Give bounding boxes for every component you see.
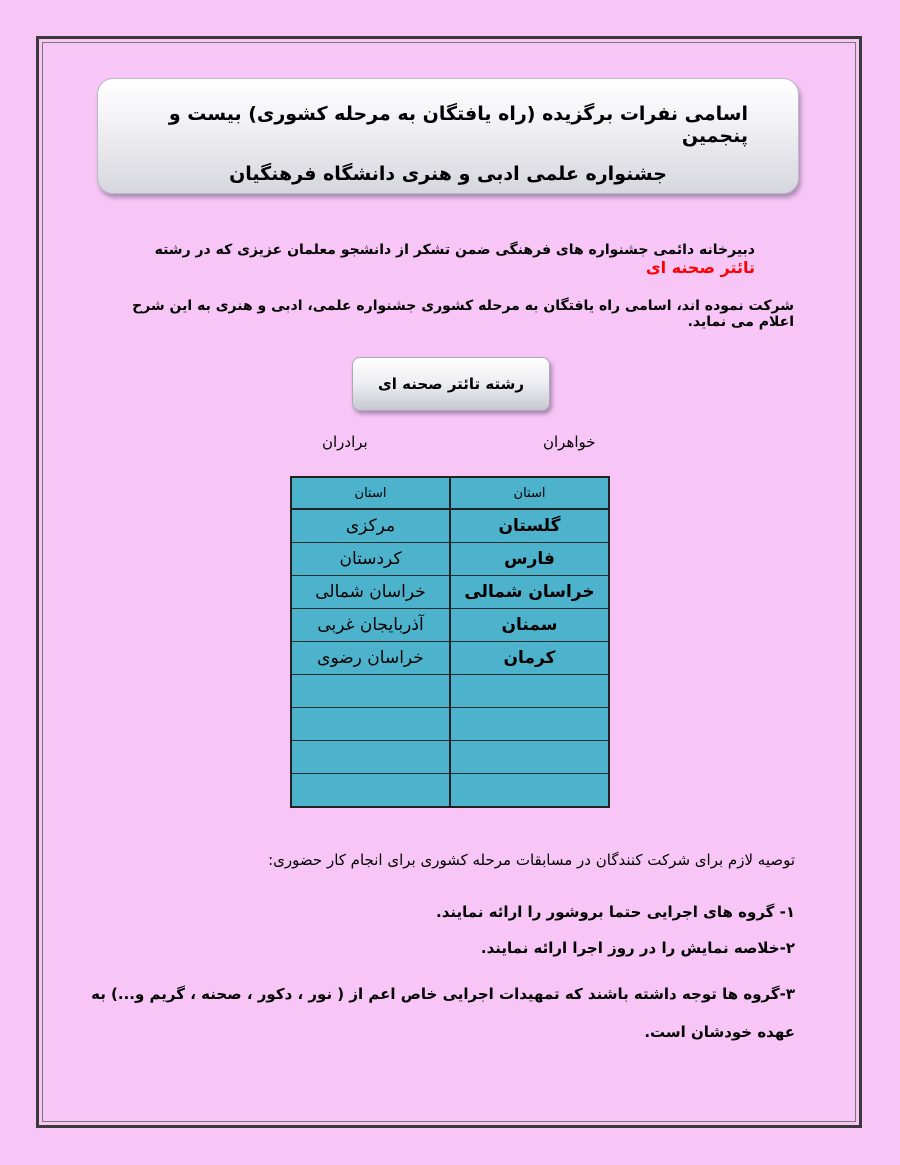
title-box [97,78,799,194]
cell-brothers [291,675,450,708]
cell-brothers [291,774,450,808]
cell-brothers: کردستان [291,543,450,576]
cell-brothers: آذربایجان غربی [291,609,450,642]
header-cell-brothers: استان [291,477,450,509]
table-row [291,741,609,774]
table-row [291,708,609,741]
cell-sisters: خراسان شمالی [450,576,609,609]
intro-paragraph-line-1 [135,242,755,277]
cell-sisters [450,708,609,741]
cell-sisters [450,774,609,808]
table-row [291,543,609,576]
table-row [291,576,609,609]
cell-brothers [291,708,450,741]
cell-sisters: گلستان [450,509,609,543]
note-item-3: ۳-گروه ها توجه داشته باشند که تمهیدات اجرایی خاص اعم از ( نور ، دکور ، صحنه ، گریم و...) به عهده خودشان است. [91,985,795,1041]
column-heading-sisters: خواهران [543,433,596,451]
cell-sisters [450,741,609,774]
cell-sisters [450,675,609,708]
title-line-1: اسامی نفرات برگزیده (راه یافتگان به مرحله کشوری) بیست و پنجمین [168,103,748,147]
cell-brothers [291,741,450,774]
provinces-table [290,476,610,808]
table-row [291,642,609,675]
title-line-2: جشنواره علمی ادبی و هنری دانشگاه فرهنگیان [229,163,667,185]
cell-brothers: مرکزی [291,509,450,543]
header-cell-sisters: استان [450,477,609,509]
cell-sisters: کرمان [450,642,609,675]
note-item-1: ۱- گروه های اجرایی حتما بروشور را ارائه نمایند. [436,903,795,921]
intro-field-highlight: تائتر صحنه ای [645,258,755,277]
intro-paragraph-line-2: شرکت نموده اند، اسامی راه یافتگان به مرحله کشوری جشنواره علمی، ادبی و هنری به این شرح اعلام می نماید. [132,298,794,330]
table-row [291,774,609,808]
cell-sisters: سمنان [450,609,609,642]
intro-text: دبیرخانه دائمی جشنواره های فرهنگی ضمن تشکر از دانشجو معلمان عزیزی که در رشته [154,242,755,258]
table-row [291,609,609,642]
table-row [291,509,609,543]
table-row [291,675,609,708]
cell-brothers: خراسان شمالی [291,576,450,609]
note-item-2: ۲-خلاصه نمایش را در روز اجرا ارائه نمایند. [480,939,795,957]
notes-heading: توصیه لازم برای شرکت کنندگان در مسابقات مرحله کشوری برای انجام کار حضوری: [268,851,795,869]
field-label-box: رشته تائتر صحنه ای [352,357,550,411]
column-heading-brothers: برادران [322,433,368,451]
cell-brothers: خراسان رضوی [291,642,450,675]
table-header-row [291,477,609,509]
cell-sisters: فارس [450,543,609,576]
